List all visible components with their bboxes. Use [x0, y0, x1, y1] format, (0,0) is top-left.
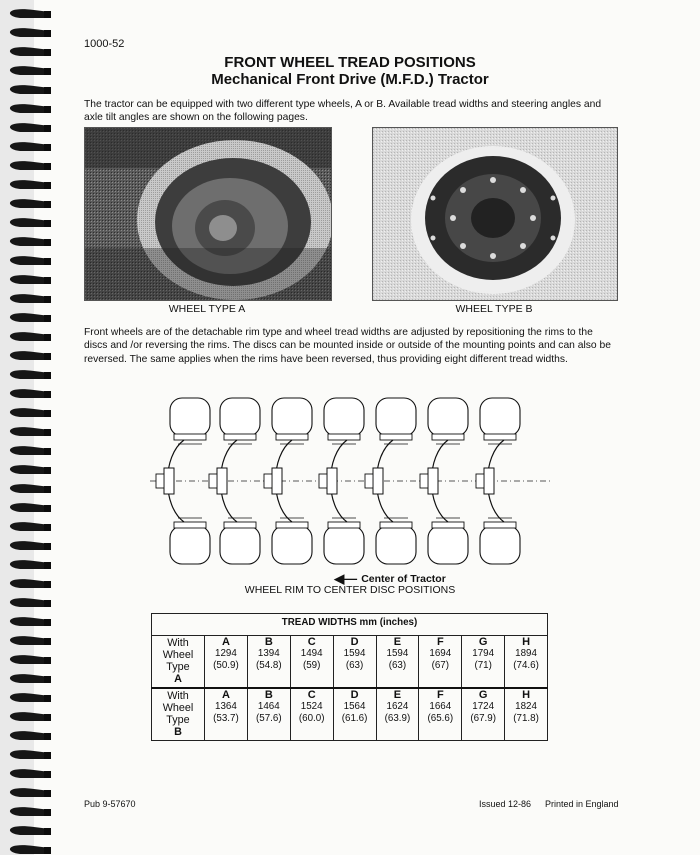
binding-coil [10, 712, 50, 721]
row-label-line: Type [166, 660, 190, 673]
binding-hole [44, 809, 51, 816]
spiral-binding [0, 0, 62, 855]
wheel-hub [327, 468, 337, 494]
width-mm: 1524 [300, 701, 323, 712]
wheel-hub [484, 468, 494, 494]
position-letter: D [350, 635, 359, 648]
table-cell [333, 635, 376, 688]
hub-flange [264, 474, 272, 488]
table-cell [290, 635, 333, 688]
width-mm: 1464 [257, 701, 280, 712]
table-cell [419, 635, 462, 688]
hub-flange [319, 474, 327, 488]
binding-coil [10, 370, 50, 379]
binding-coil [10, 237, 50, 246]
width-mm: 1824 [515, 701, 537, 712]
binding-hole [44, 752, 51, 759]
binding-hole [44, 790, 51, 797]
table-cell [419, 688, 462, 741]
rim-top [224, 434, 256, 440]
row-label-line: Wheel [162, 701, 194, 714]
width-inch: (74.6) [513, 659, 539, 671]
position-letter: H [522, 635, 531, 648]
tyre-top [220, 398, 260, 436]
rim-top [328, 434, 360, 440]
tyre-bottom [170, 526, 210, 564]
width-inch: (59) [302, 659, 321, 671]
binding-hole [44, 714, 51, 721]
binding-hole [44, 600, 51, 607]
position-letter: G [478, 635, 488, 648]
binding-coil [10, 845, 50, 854]
binding-hole [44, 847, 51, 854]
binding-coil [10, 427, 50, 436]
binding-coil [10, 104, 50, 113]
row-label-type-b [152, 688, 205, 741]
position-letter: A [221, 635, 230, 648]
tyre-top [170, 398, 210, 436]
binding-hole [44, 220, 51, 227]
binding-hole [44, 524, 51, 531]
binding-coil [10, 484, 50, 493]
hub-flange [365, 474, 373, 488]
binding-coil [10, 826, 50, 835]
left-arrow-icon: ◀— [334, 571, 358, 586]
row-label-line: With [167, 636, 189, 649]
binding-hole [44, 828, 51, 835]
width-inch: (65.6) [427, 712, 454, 724]
width-mm: 1294 [215, 648, 237, 659]
binding-hole [44, 771, 51, 778]
binding-coil [10, 807, 50, 816]
rim-bottom [224, 522, 256, 528]
width-inch: (71) [474, 659, 492, 671]
hub-flange [156, 474, 164, 488]
binding-hole [44, 581, 51, 588]
binding-coil [10, 769, 50, 778]
binding-coil [10, 123, 50, 132]
binding-coil [10, 294, 50, 303]
rim-bottom [328, 522, 360, 528]
hub-flange [209, 474, 217, 488]
page-number: 1000-52 [84, 38, 125, 50]
intro-paragraph: The tractor can be equipped with two different type wheels, A or B. Available tread widths and steering angles and axle tilt angles are shown on the following pages. [84, 99, 602, 124]
position-letter: F [436, 635, 444, 648]
binding-coil [10, 28, 50, 37]
binding-coil [10, 389, 50, 398]
rim-bottom [276, 522, 308, 528]
binding-hole [44, 277, 51, 284]
table-cell [505, 635, 548, 688]
tyre-top [376, 398, 416, 436]
binding-hole [44, 676, 51, 683]
table-cell [205, 688, 248, 741]
binding-coil [10, 655, 50, 664]
wheel-type-b-photo [372, 127, 618, 301]
binding-coil [10, 541, 50, 550]
position-letter: D [350, 688, 359, 701]
wheel-hub [428, 468, 438, 494]
binding-hole [44, 467, 51, 474]
position-letter: C [307, 688, 316, 701]
center-of-tractor-text: Center of Tractor [361, 573, 446, 585]
binding-hole [44, 182, 51, 189]
binding-hole [44, 315, 51, 322]
row-label-line: With [167, 689, 189, 702]
rim-positions-caption: WHEEL RIM TO CENTER DISC POSITIONS [244, 584, 456, 596]
table-title: TREAD WIDTHS mm (inches) [152, 614, 548, 636]
position-letter: B [264, 635, 273, 648]
wheel-section [156, 398, 210, 564]
binding-hole [44, 201, 51, 208]
binding-hole [44, 239, 51, 246]
wheel-hub [373, 468, 383, 494]
rim-top [380, 434, 412, 440]
binding-coil [10, 9, 50, 18]
binding-hole [44, 429, 51, 436]
position-letter: E [393, 635, 402, 648]
width-inch: (63) [345, 659, 364, 671]
table-cell [376, 635, 419, 688]
wheel-hub [272, 468, 282, 494]
binding-hole [44, 619, 51, 626]
table-cell [505, 688, 548, 741]
position-letter: B [264, 688, 273, 701]
binding-hole [44, 87, 51, 94]
wheel-type-a-photo [84, 127, 332, 301]
binding-hole [44, 448, 51, 455]
rim-top [484, 434, 516, 440]
page-subtitle: Mechanical Front Drive (M.F.D.) Tractor [211, 71, 489, 88]
binding-hole [44, 296, 51, 303]
table-cell [247, 635, 290, 688]
wheel-section [365, 398, 416, 564]
position-letter: E [393, 688, 402, 701]
table-cell [333, 688, 376, 741]
width-mm: 1594 [343, 648, 366, 659]
binding-coil [10, 598, 50, 607]
rim-bottom [432, 522, 464, 528]
binding-hole [44, 657, 51, 664]
position-letter: F [436, 688, 444, 701]
wheel-hub [164, 468, 174, 494]
tyre-bottom [324, 526, 364, 564]
position-letter: H [522, 688, 531, 701]
binding-coil [10, 636, 50, 645]
binding-coil [10, 503, 50, 512]
binding-coil [10, 617, 50, 626]
width-mm: 1394 [257, 648, 280, 659]
binding-hole [44, 106, 51, 113]
binding-hole [44, 695, 51, 702]
binding-hole [44, 505, 51, 512]
width-mm: 1724 [472, 701, 495, 712]
binding-coil [10, 788, 50, 797]
rim-bottom [174, 522, 206, 528]
table-cell [290, 688, 333, 741]
tyre-bottom [376, 526, 416, 564]
binding-coil [10, 275, 50, 284]
row-label-line: Type [166, 713, 190, 726]
wheel-section [209, 398, 260, 564]
binding-hole [44, 410, 51, 417]
hub-flange [476, 474, 484, 488]
width-inch: (61.6) [341, 712, 368, 724]
width-mm: 1494 [300, 648, 323, 659]
width-inch: (63) [388, 659, 407, 671]
binding-coil [10, 693, 50, 702]
width-inch: (67.9) [470, 712, 496, 724]
binding-coil [10, 750, 50, 759]
row-label-line: A [174, 672, 182, 685]
tyre-bottom [428, 526, 468, 564]
width-mm: 1694 [429, 648, 452, 659]
wheel-section [420, 398, 468, 564]
tyre-bottom [480, 526, 520, 564]
binding-coil [10, 142, 50, 151]
width-inch: (71.8) [513, 712, 539, 724]
binding-coil [10, 351, 50, 360]
binding-hole [44, 144, 51, 151]
tyre-top [272, 398, 312, 436]
width-mm: 1364 [215, 701, 237, 712]
binding-coil [10, 522, 50, 531]
position-letter: A [221, 688, 230, 701]
tyre-top [428, 398, 468, 436]
width-mm: 1564 [343, 701, 366, 712]
binding-coil [10, 446, 50, 455]
binding-hole [44, 372, 51, 379]
table-row [152, 635, 548, 688]
rim-bottom [484, 522, 516, 528]
binding-hole [44, 163, 51, 170]
description-paragraph: Front wheels are of the detachable rim type and wheel tread widths are adjusted by repositioning the rims to the discs and /or reversing the rims. The discs can be mounted inside or outside of the mounting points and can also be reversed. The same applies when the rims have been reversed, thus providing eight different tread widths. [84, 327, 611, 365]
binding-hole [44, 543, 51, 550]
width-inch: (63.9) [384, 712, 411, 724]
row-label-line: B [174, 725, 182, 738]
width-inch: (53.7) [213, 712, 239, 724]
binding-coil [10, 180, 50, 189]
binding-coil [10, 731, 50, 740]
wheel-section [264, 398, 312, 564]
tyre-bottom [272, 526, 312, 564]
binding-coil [10, 560, 50, 569]
width-mm: 1594 [386, 648, 409, 659]
publication-number: Pub 9-57670 [84, 799, 136, 809]
width-mm: 1624 [386, 701, 409, 712]
rim-top [276, 434, 308, 440]
table-cell [205, 635, 248, 688]
binding-hole [44, 125, 51, 132]
rim-bottom [380, 522, 412, 528]
width-inch: (57.6) [256, 712, 282, 724]
table-cell [376, 688, 419, 741]
tyre-top [480, 398, 520, 436]
binding-hole [44, 11, 51, 18]
binding-coil [10, 199, 50, 208]
binding-coil [10, 313, 50, 322]
wheel-type-a-caption: WHEEL TYPE A [168, 303, 246, 315]
table-cell [247, 688, 290, 741]
row-label-line: Wheel [162, 648, 194, 661]
position-letter: C [307, 635, 316, 648]
width-inch: (67) [431, 659, 450, 671]
tread-widths-table [151, 613, 548, 741]
binding-coil [10, 332, 50, 341]
binding-hole [44, 733, 51, 740]
table-row [152, 688, 548, 741]
binding-hole [44, 638, 51, 645]
width-inch: (60.0) [298, 712, 325, 724]
printed-in: Printed in England [545, 799, 619, 809]
wheel-rim-diagram [150, 392, 550, 570]
hub-flange [420, 474, 428, 488]
issued-date: Issued 12-86 [479, 799, 532, 809]
tyre-top [324, 398, 364, 436]
width-inch: (50.9) [213, 659, 239, 671]
binding-hole [44, 30, 51, 37]
binding-hole [44, 562, 51, 569]
rim-top [432, 434, 464, 440]
position-letter: G [478, 688, 488, 701]
rim-top [174, 434, 206, 440]
binding-hole [44, 486, 51, 493]
binding-coil [10, 465, 50, 474]
table-cell [462, 635, 505, 688]
binding-coil [10, 161, 50, 170]
wheel-hub [217, 468, 227, 494]
binding-hole [44, 258, 51, 265]
page-title: FRONT WHEEL TREAD POSITIONS [224, 54, 476, 71]
binding-coil [10, 408, 50, 417]
binding-coil [10, 579, 50, 588]
width-mm: 1794 [472, 648, 495, 659]
table-cell [462, 688, 505, 741]
binding-coil [10, 256, 50, 265]
row-label-type-a [152, 635, 205, 688]
width-inch: (54.8) [256, 659, 282, 671]
binding-hole [44, 353, 51, 360]
binding-coil [10, 674, 50, 683]
width-mm: 1894 [515, 648, 537, 659]
width-mm: 1664 [429, 701, 452, 712]
tyre-bottom [220, 526, 260, 564]
binding-hole [44, 391, 51, 398]
binding-hole [44, 334, 51, 341]
binding-coil [10, 218, 50, 227]
wheel-type-b-caption: WHEEL TYPE B [455, 303, 533, 315]
